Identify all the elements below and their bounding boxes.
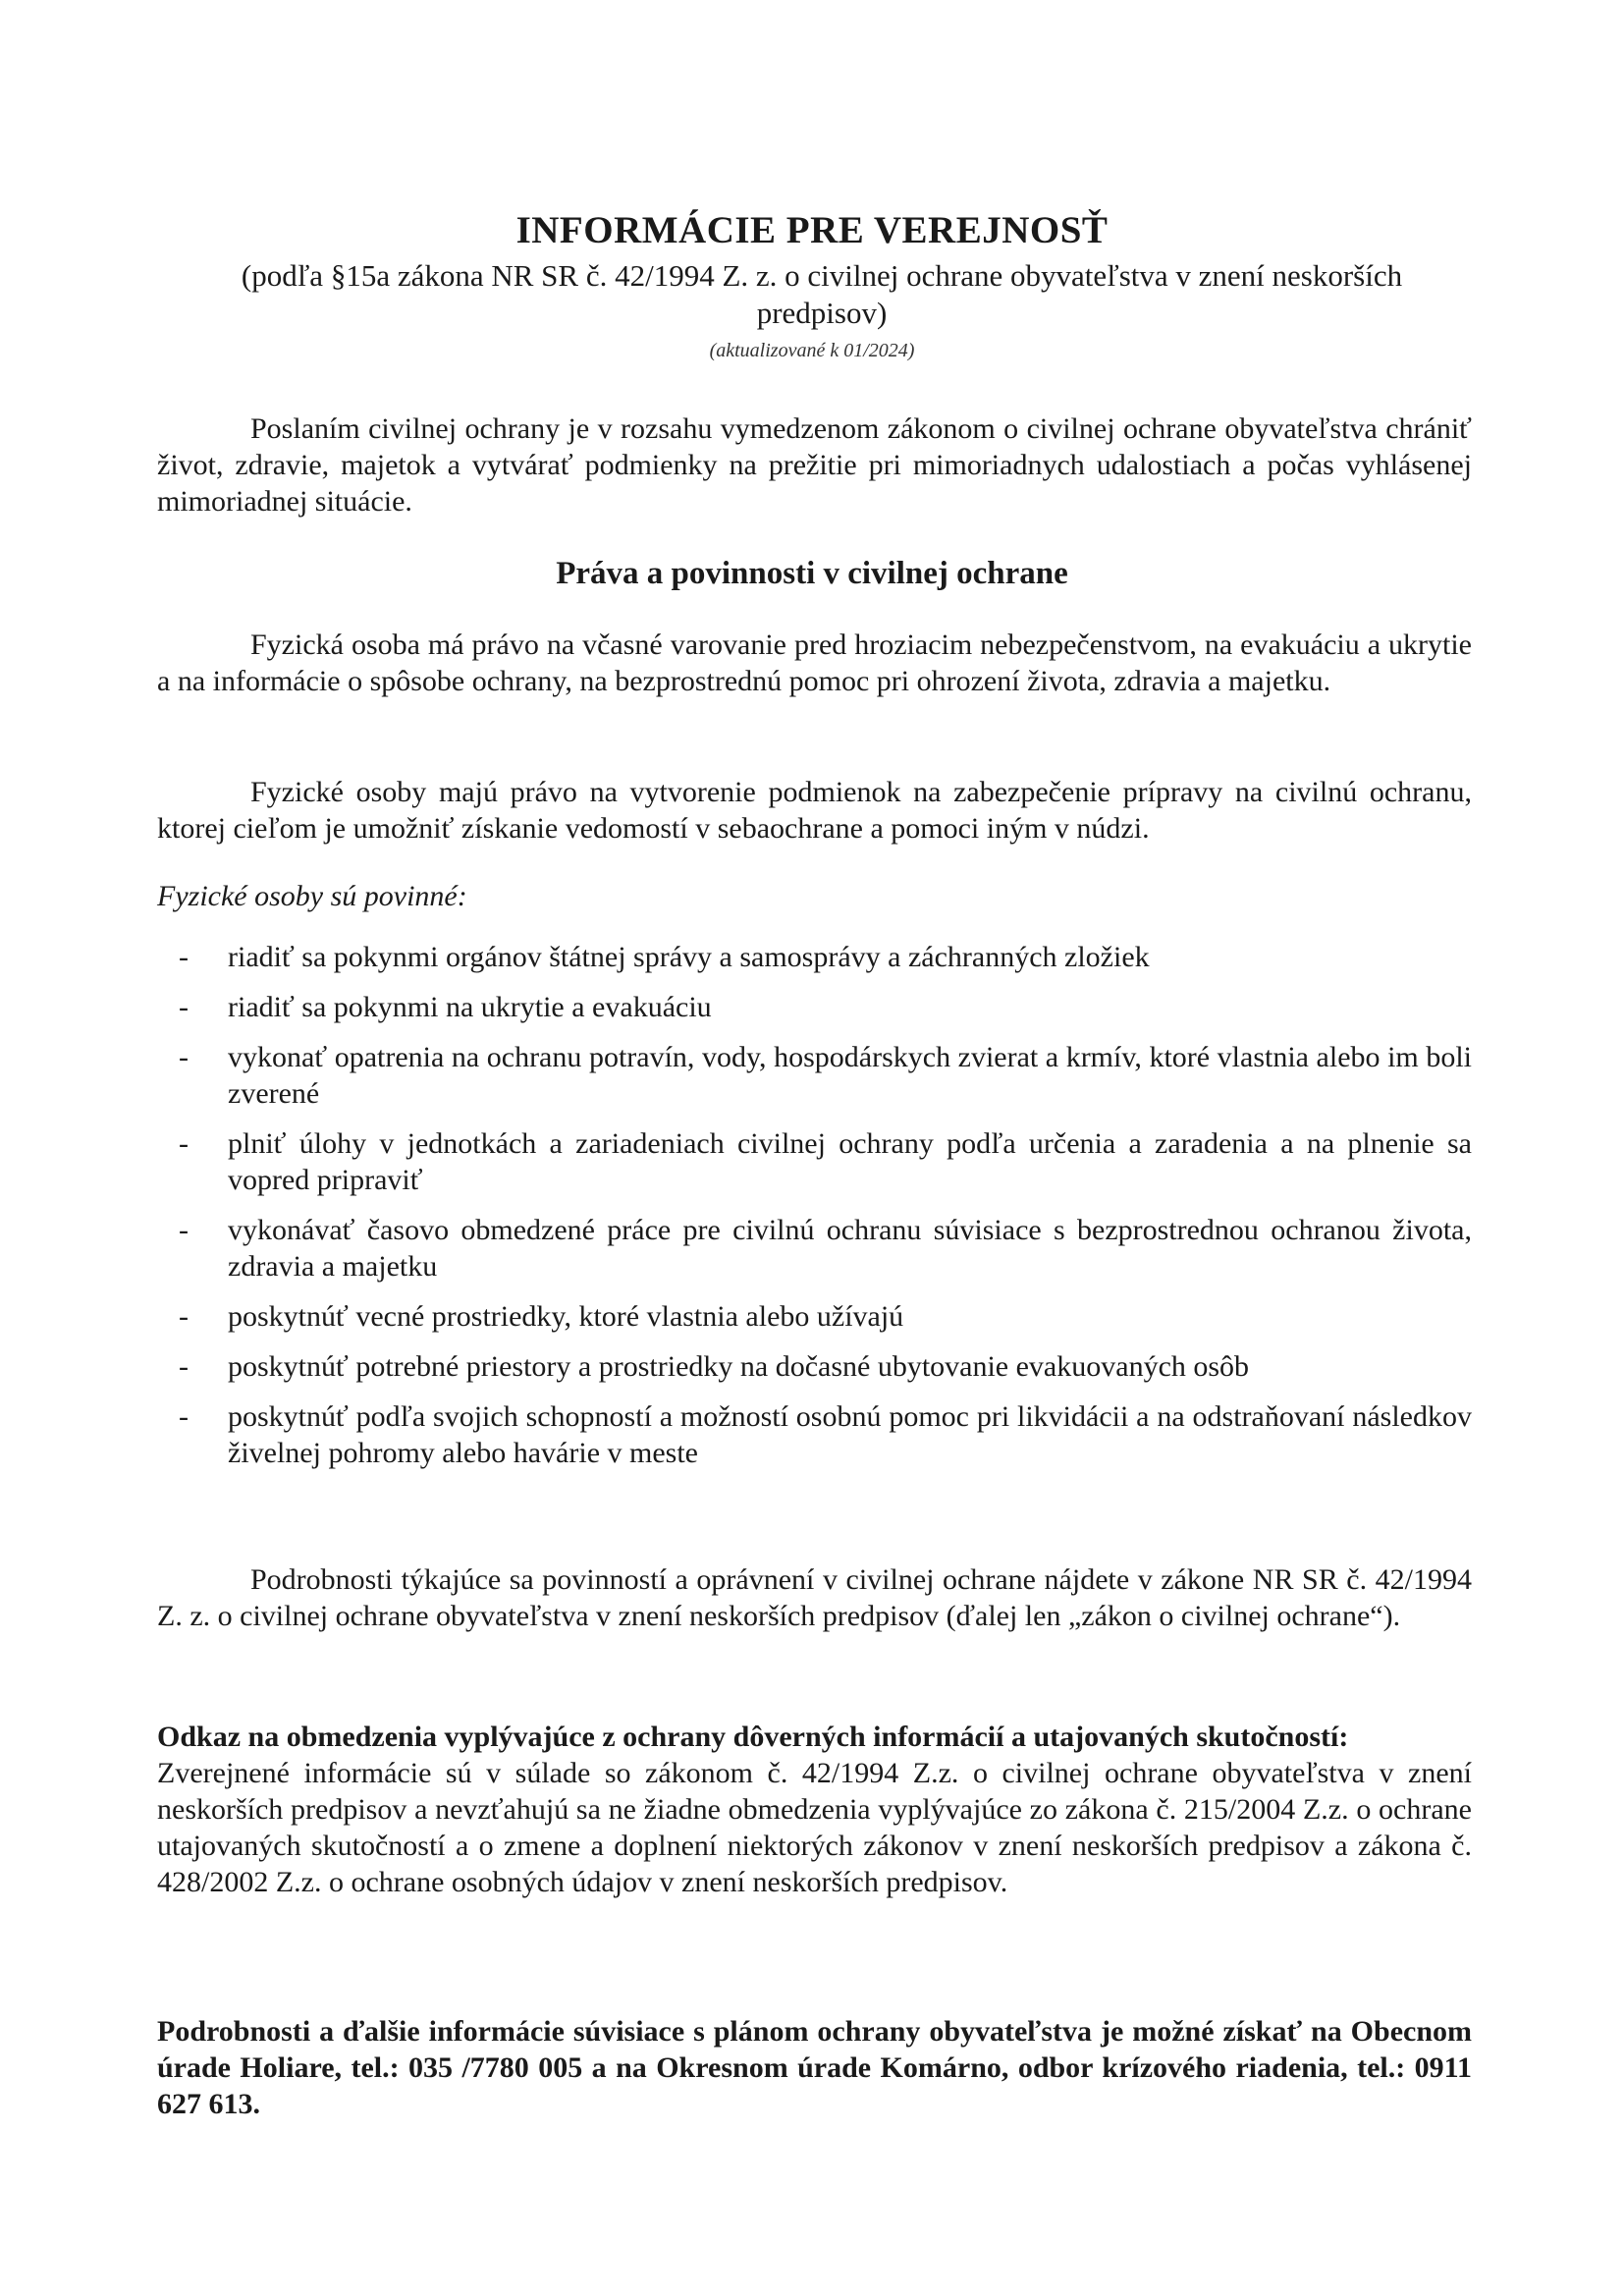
duties-lead: Fyzické osoby sú povinné: [157,880,467,912]
list-item [157,939,1472,975]
contact-paragraph: Podrobnosti a ďalšie informácie súvisiace s plánom ochrany obyvateľstva je možné získať na Obecnom úrade Holiare, tel.: 035 /7780 005 a na Okresnom úrade Komárno, odbor krízového riadenia, tel.: 0911 627 613. [157,2015,1472,2120]
details-paragraph: Podrobnosti týkajúce sa povinností a oprávnení v civilnej ochrane nájdete v zákone NR SR č. 42/1994 Z. z. o civilnej ochrane obyvateľstva v znení neskorších predpisov (ďalej len „zákon o civilnej ochrane“). [157,1563,1472,1632]
list-item [157,1398,1472,1471]
bullet-dash: - [179,1300,189,1333]
document-title: INFORMÁCIE PRE VEREJNOSŤ [515,209,1109,251]
duty-text: riadiť sa pokynmi na ukrytie a evakuáciu [228,991,712,1023]
list-item [157,1039,1472,1112]
bullet-dash: - [179,1350,189,1383]
intro-paragraph: Poslaním civilnej ochrany je v rozsahu vymedzenom zákonom o civilnej ochrane obyvateľstva chrániť život, zdravie, majetok a vytvárať podmienky na prežitie pri mimoriadnych udalostiach a počas vyhlásenej mimoriadnej situácie. [157,412,1472,518]
bullet-dash: - [179,1400,189,1433]
restrictions-section [157,1719,1472,1900]
duty-text: vykonávať časovo obmedzené práce pre civilnú ochranu súvisiace s bezprostrednou ochranou života, zdravia a majetku [228,1214,1472,1283]
bullet-dash: - [179,941,189,973]
rights-paragraph-1: Fyzická osoba má právo na včasné varovanie pred hroziacim nebezpečenstvom, na evakuáciu a ukrytie a na informácie o spôsobe ochrany, na bezprostrednú pomoc pri ohrození života, zdravia a majetku. [157,629,1472,697]
list-item [157,1212,1472,1285]
bullet-dash: - [179,1214,189,1246]
rights-paragraph-2: Fyzické osoby majú právo na vytvorenie podmienok na zabezpečenie prípravy na civilnú ochranu, ktorej cieľom je umožniť získanie vedomostí v sebaochrane a pomoci iným v núdzi. [157,776,1472,845]
update-note: (aktualizované k 01/2024) [709,340,915,361]
list-item [157,1125,1472,1198]
duties-list [157,939,1472,1471]
restrictions-heading: Odkaz na obmedzenia vyplývajúce z ochrany dôverných informácií a utajovaných skutočností: [157,1721,1349,1753]
document-subtitle: (podľa §15a zákona NR SR č. 42/1994 Z. z. o civilnej ochrane obyvateľstva v znení neskorších predpisov) [241,258,1403,330]
bullet-dash: - [179,1127,189,1160]
duty-text: vykonať opatrenia na ochranu potravín, vody, hospodárskych zvierat a krmív, ktoré vlastnia alebo im boli zverené [228,1041,1472,1110]
duty-text: riadiť sa pokynmi orgánov štátnej správy a samosprávy a záchranných zložiek [228,941,1150,973]
duty-text: poskytnúť vecné prostriedky, ktoré vlastnia alebo užívajú [228,1300,904,1333]
list-item [157,1348,1472,1385]
duty-text: poskytnúť podľa svojich schopností a možností osobnú pomoc pri likvidácii a na odstraňovaní následkov živelnej pohromy alebo havárie v meste [228,1400,1472,1469]
duty-text: poskytnúť potrebné priestory a prostriedky na dočasné ubytovanie evakuovaných osôb [228,1350,1250,1383]
section-heading: Práva a povinnosti v civilnej ochrane [556,556,1068,591]
list-item [157,1298,1472,1335]
duty-text: plniť úlohy v jednotkách a zariadeniach civilnej ochrany podľa určenia a zaradenia a na plnenie sa vopred pripraviť [228,1127,1472,1196]
bullet-dash: - [179,991,189,1023]
bullet-dash: - [179,1041,189,1073]
list-item [157,989,1472,1025]
restrictions-text: Zverejnené informácie sú v súlade so zákonom č. 42/1994 Z.z. o civilnej ochrane obyvateľstva v znení neskorších predpisov a nevzťahujú sa ne žiadne obmedzenia vyplývajúce zo zákona č. 215/2004 Z.z. o ochrane utajovaných skutočností a o zmene a doplnení niektorých zákonov v znení neskorších predpisov a zákona č. 428/2002 Z.z. o ochrane osobných údajov v znení neskorších predpisov. [157,1757,1472,1898]
